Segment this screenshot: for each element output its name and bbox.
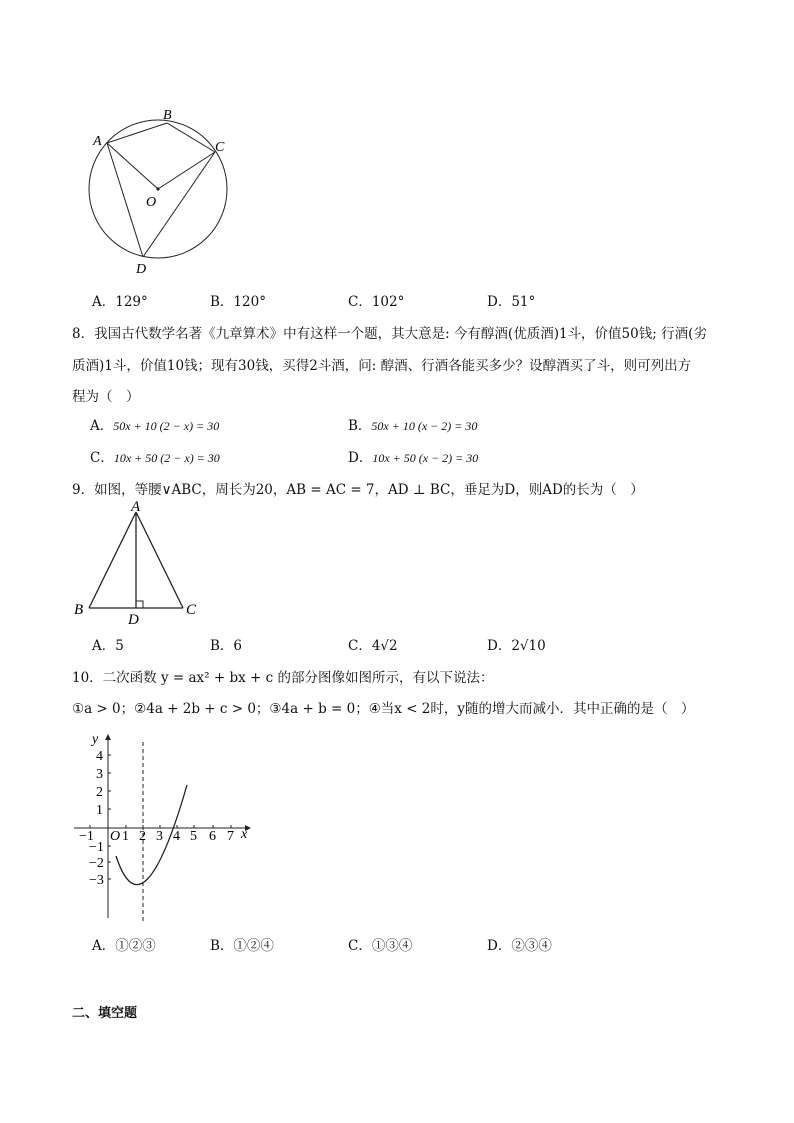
- q9-triangle-figure: [70, 500, 220, 630]
- q8-option-a-expr: 50x + 10 (2 − x) = 30: [113, 419, 220, 433]
- x-tick-neg1: −1: [79, 829, 94, 844]
- label-D: D: [128, 612, 139, 628]
- y-tick-neg1: −1: [89, 840, 104, 855]
- label-C: C: [215, 140, 225, 155]
- label-B: B: [163, 108, 172, 123]
- label-C: C: [186, 602, 197, 618]
- q9-option-a: A．5: [92, 638, 124, 654]
- origin-label: O: [110, 829, 121, 844]
- q7-option-c: C．102°: [348, 294, 405, 310]
- q9-option-b: B．6: [210, 638, 243, 654]
- x-tick-3: 3: [156, 829, 163, 844]
- q8-text-line3: 程为（ ）: [72, 389, 140, 405]
- q7-circle-figure: [80, 100, 260, 280]
- q9-option-d: D．2√10: [487, 638, 546, 654]
- y-tick-1: 1: [96, 803, 103, 818]
- y-tick-2: 2: [96, 785, 103, 800]
- section-heading-fill-in-blanks: 二、填空题: [72, 1006, 138, 1021]
- label-B: B: [74, 602, 84, 618]
- q8-option-a-letter: A．: [90, 418, 114, 434]
- x-tick-2: 2: [139, 829, 146, 844]
- q7-option-d: D．51°: [487, 294, 536, 310]
- q9-option-c: C．4√2: [348, 638, 398, 654]
- y-tick-4: 4: [96, 749, 103, 764]
- x-tick-1: 1: [122, 829, 129, 844]
- q8-option-c-expr: 10x + 50 (2 − x) = 30: [113, 451, 220, 465]
- q10-parabola-graph: [70, 728, 260, 923]
- q7-option-b: B．120°: [210, 294, 266, 310]
- q10-text-line2: ①a > 0；②4a + 2b + c > 0；③4a + b = 0；④当x < 2时，y随的增大而减小．其中正确的是（ ）: [72, 701, 695, 717]
- q8-option-d: [348, 446, 478, 466]
- x-tick-7: 7: [227, 829, 234, 844]
- x-tick-5: 5: [190, 829, 197, 844]
- x-axis-label: x: [241, 827, 248, 842]
- y-tick-3: 3: [96, 767, 103, 782]
- q8-option-b: [348, 414, 477, 434]
- q10-option-b: B．①②④: [210, 938, 274, 954]
- q8-text-line2: 质酒)1斗，价值10钱；现有30钱，买得2斗酒，问: 醇酒、行酒各能买多少？设醇酒买了斗，则可列出方: [72, 358, 692, 374]
- q8-option-b-letter: B．: [348, 418, 372, 434]
- q8-option-d-letter: D．: [348, 450, 373, 466]
- label-O: O: [146, 195, 157, 210]
- y-tick-neg2: −2: [89, 856, 104, 871]
- q8-option-c: [90, 446, 220, 466]
- q8-option-c-letter: C．: [90, 450, 114, 466]
- q10-option-c: C．①③④: [348, 938, 413, 954]
- q8-option-a: [90, 414, 219, 434]
- q8-option-b-expr: 50x + 10 (x − 2) = 30: [371, 419, 478, 433]
- label-D: D: [136, 262, 147, 277]
- q7-option-a: A．129°: [92, 294, 148, 310]
- q8-option-d-expr: 10x + 50 (x − 2) = 30: [372, 451, 479, 465]
- label-A: A: [93, 134, 102, 149]
- y-axis-label: y: [92, 732, 99, 747]
- q9-text: 9．如图，等腰∨ABC，周长为20，AB = AC = 7，AD ⊥ BC，垂足为D，则AD的长为（ ）: [72, 482, 644, 498]
- label-A: A: [131, 500, 141, 515]
- q10-option-d: D．②③④: [487, 938, 552, 954]
- y-axis-arrow: [105, 734, 111, 740]
- y-tick-neg3: −3: [89, 873, 104, 888]
- q10-text-line1: 10．二次函数 y = ax² + bx + c 的部分图像如图所示，有以下说法：: [72, 670, 494, 686]
- q10-option-a: A．①②③: [92, 938, 156, 954]
- q8-text-line1: 8．我国古代数学名著《九章算术》中有这样一个题，其大意是: 今有醇酒(优质酒)1斗，价值50钱; 行酒(劣: [72, 326, 707, 342]
- x-tick-6: 6: [209, 829, 216, 844]
- x-tick-4: 4: [173, 829, 180, 844]
